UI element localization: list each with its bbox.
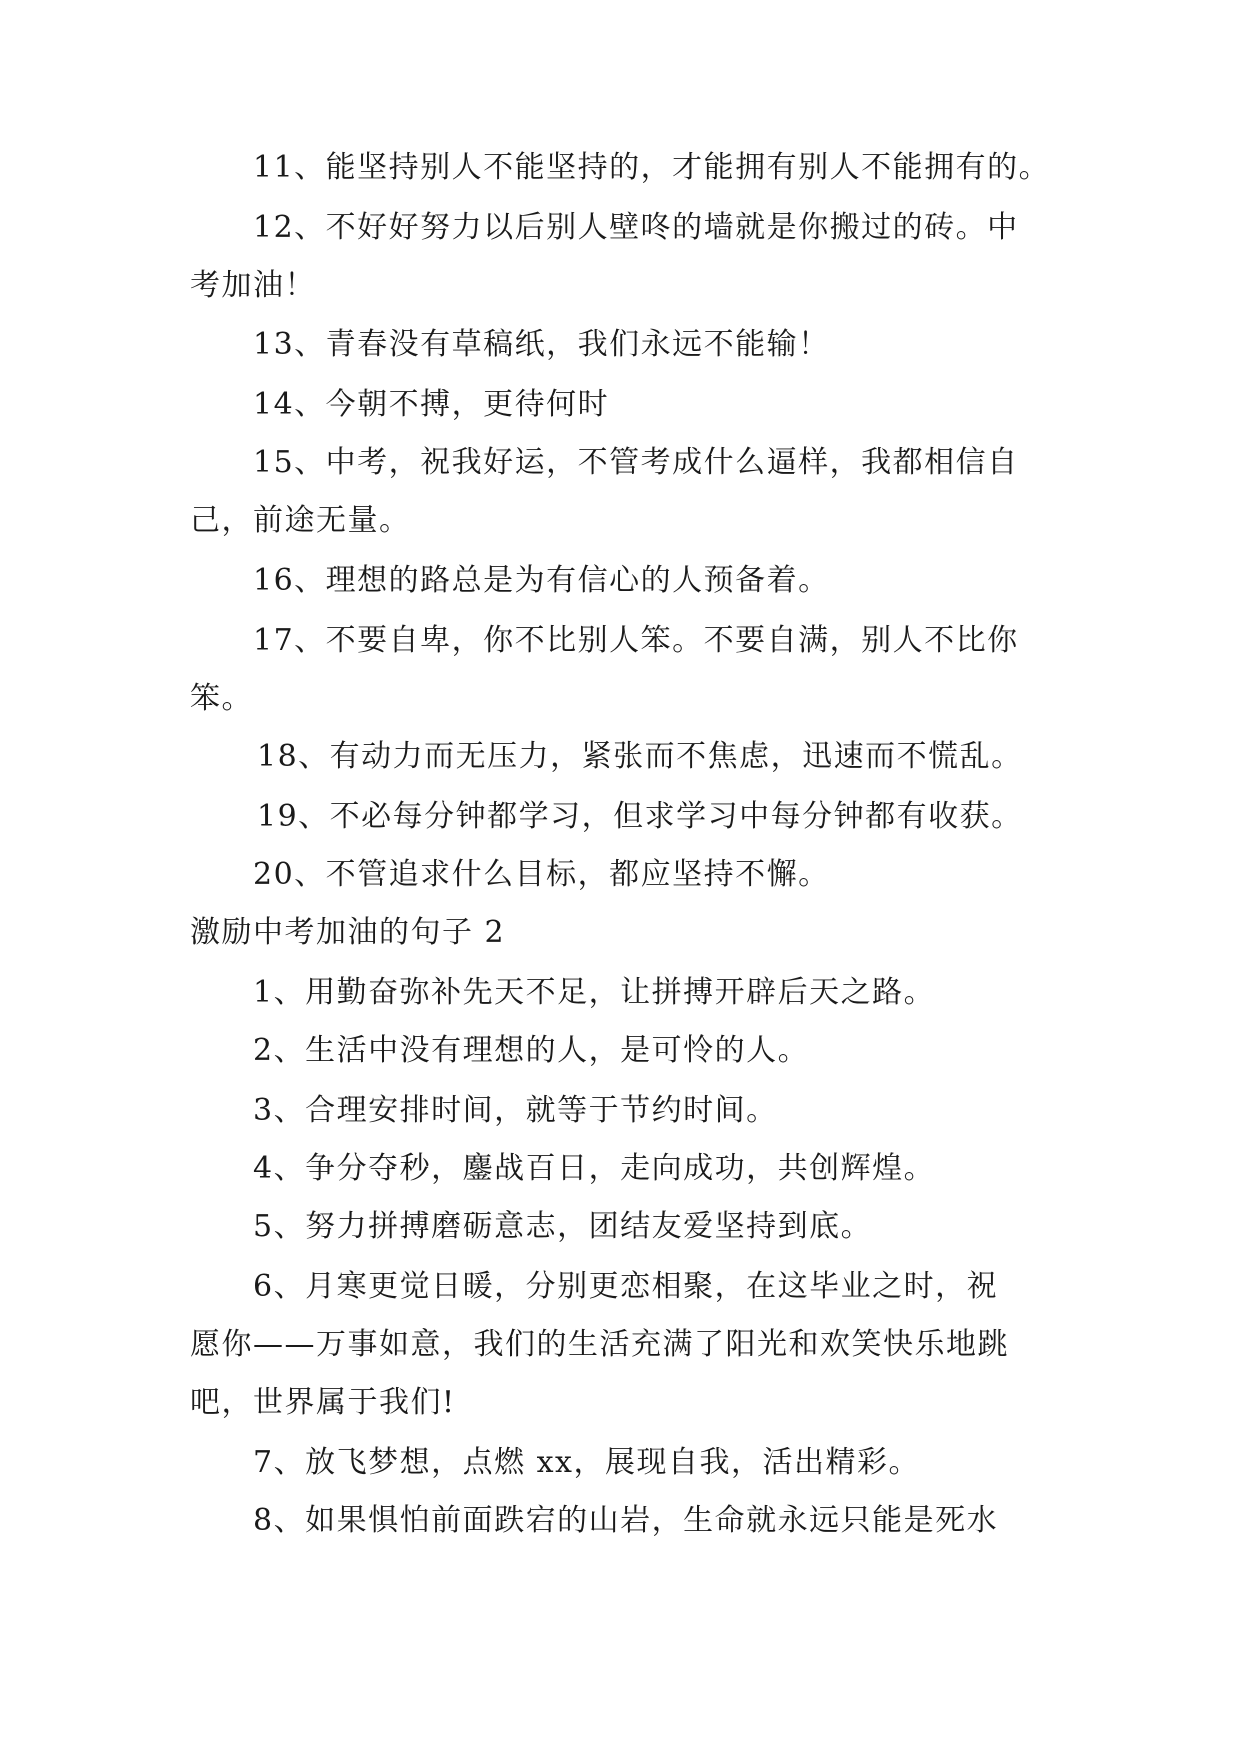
quote-15: 15、中考，祝我好运，不管考成什么逼样，我都相信自 <box>253 445 1019 480</box>
quote-11: 11、能坚持别人不能坚持的，才能拥有别人不能拥有的。 <box>253 150 1051 185</box>
section-heading: 激励中考加油的句子 2 <box>190 915 506 950</box>
quote-20: 20、不管追求什么目标，都应坚持不懈。 <box>253 857 830 892</box>
quote-2-6: 6、月寒更觉日暖，分别更恋相聚，在这毕业之时，祝 <box>253 1269 999 1304</box>
quote-14: 14、今朝不搏，更待何时 <box>253 387 610 422</box>
quote-2-8: 8、如果惧怕前面跌宕的山岩，生命就永远只能是死水 <box>253 1503 999 1538</box>
quote-2-3: 3、合理安排时间，就等于节约时间。 <box>253 1093 778 1128</box>
quote-15-continuation: 己，前途无量。 <box>190 503 411 538</box>
quote-2-2: 2、生活中没有理想的人，是可怜的人。 <box>253 1033 810 1068</box>
quote-2-6-continuation-2: 吧，世界属于我们! <box>190 1385 456 1420</box>
quote-17: 17、不要自卑，你不比别人笨。不要自满，别人不比你 <box>253 623 1019 658</box>
quote-12: 12、不好好努力以后别人壁咚的墙就是你搬过的砖。中 <box>253 210 1019 245</box>
quote-2-1: 1、用勤奋弥补先天不足，让拼搏开辟后天之路。 <box>253 975 936 1010</box>
quote-2-4: 4、争分夺秒，鏖战百日，走向成功，共创辉煌。 <box>253 1151 936 1186</box>
quote-2-6-continuation-1: 愿你——万事如意，我们的生活充满了阳光和欢笑快乐地跳 <box>190 1327 1009 1362</box>
quote-2-5: 5、努力拼搏磨砺意志，团结友爱坚持到底。 <box>253 1209 873 1244</box>
quote-19: 19、不必每分钟都学习，但求学习中每分钟都有收获。 <box>257 799 1023 834</box>
quote-16: 16、理想的路总是为有信心的人预备着。 <box>253 563 830 598</box>
quote-17-continuation: 笨。 <box>190 681 253 716</box>
quote-12-continuation: 考加油！ <box>190 268 316 303</box>
quote-18: 18、有动力而无压力，紧张而不焦虑，迅速而不慌乱。 <box>257 739 1023 774</box>
quote-2-7: 7、放飞梦想，点燃 xx，展现自我，活出精彩。 <box>253 1445 920 1480</box>
quote-13: 13、青春没有草稿纸，我们永远不能输！ <box>253 327 830 362</box>
